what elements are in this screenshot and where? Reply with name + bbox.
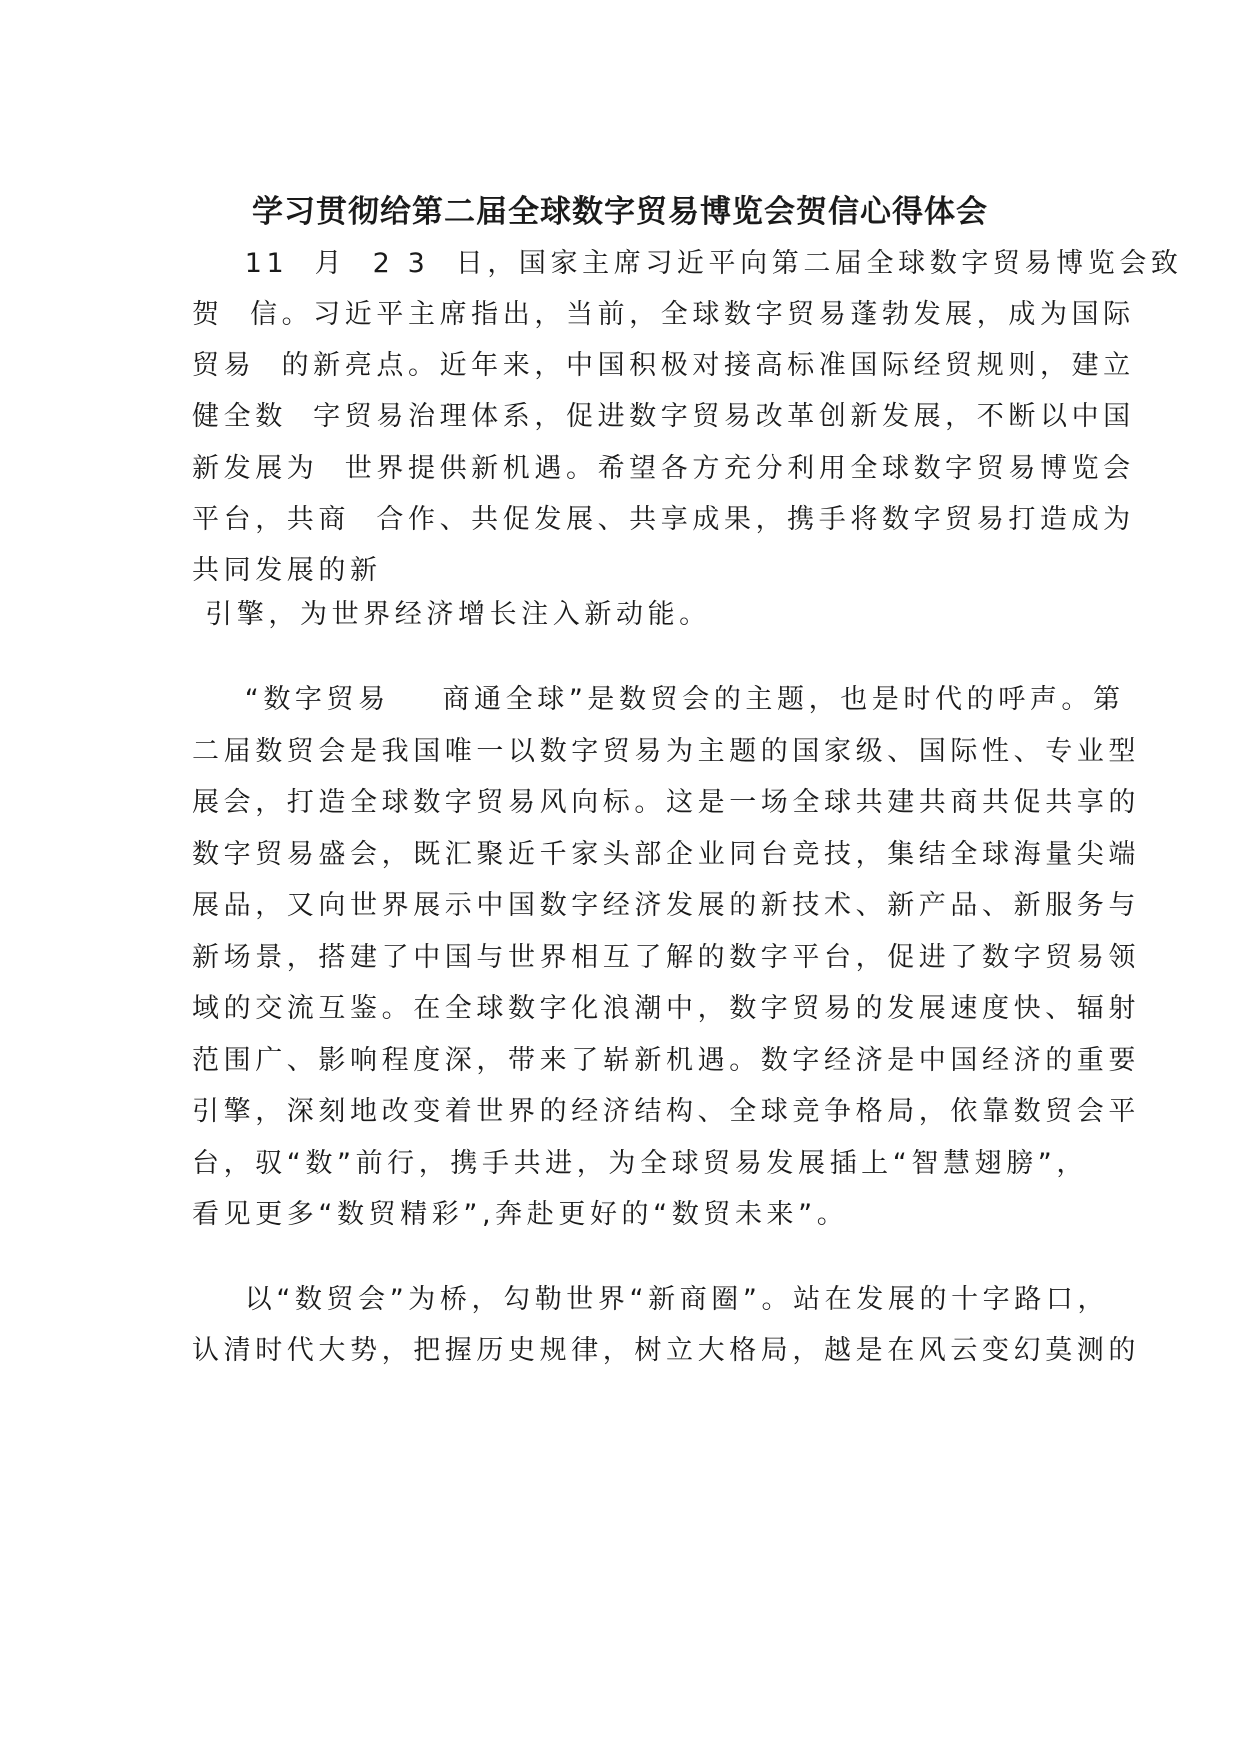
paragraph-line: 平台，共商 合作、共促发展、共享成果，携手将数字贸易打造成为 (192, 504, 1135, 535)
paragraph-line: 数字贸易盛会，既汇聚近千家头部企业同台竞技，集结全球海量尖端 (192, 839, 1140, 870)
paragraph-line: 贸易 的新亮点。近年来，中国积极对接高标准国际经贸规则，建立 (192, 350, 1135, 381)
paragraph-line: 展会，打造全球数字贸易风向标。这是一场全球共建共商共促共享的 (192, 787, 1140, 818)
paragraph-line: 台，驭“数”前行，携手共进，为全球贸易发展插上“智慧翅膀”， (192, 1148, 1088, 1179)
paragraph-line: 引擎，深刻地改变着世界的经济结构、全球竞争格局，依靠数贸会平 (192, 1096, 1140, 1127)
paragraph-line: 共同发展的新 (192, 555, 382, 586)
paragraph-line: 新发展为 世界提供新机遇。希望各方充分利用全球数字贸易博览会 (192, 453, 1135, 484)
document-title: 学习贯彻给第二届全球数字贸易博览会贺信心得体会 (252, 194, 988, 230)
paragraph-line: 引擎，为世界经济增长注入新动能。 (192, 599, 711, 630)
paragraph-line: 展品，又向世界展示中国数字经济发展的新技术、新产品、新服务与 (192, 890, 1140, 921)
paragraph-line: 健全数 字贸易治理体系，促进数字贸易改革创新发展，不断以中国 (192, 401, 1135, 432)
paragraph-line: 域的交流互鉴。在全球数字化浪潮中，数字贸易的发展速度快、辐射 (192, 993, 1140, 1024)
paragraph-line: 认清时代大势，把握历史规律，树立大格局，越是在风云变幻莫测的 (192, 1335, 1140, 1366)
paragraph-line: 11 月 2 3 日，国家主席习近平向第二届全球数字贸易博览会致 (192, 248, 1183, 279)
paragraph-line: 范围广、影响程度深，带来了崭新机遇。数字经济是中国经济的重要 (192, 1045, 1140, 1076)
paragraph-line: “数字贸易 商通全球”是数贸会的主题，也是时代的呼声。第 (192, 684, 1125, 715)
paragraph-line: 贺 信。习近平主席指出，当前，全球数字贸易蓬勃发展，成为国际 (192, 299, 1135, 330)
paragraph-line: 新场景，搭建了中国与世界相互了解的数字平台，促进了数字贸易领 (192, 942, 1140, 973)
paragraph-line: 二届数贸会是我国唯一以数字贸易为主题的国家级、国际性、专业型 (192, 736, 1140, 767)
paragraph-line: 看见更多“数贸精彩”,奔赴更好的“数贸未来”。 (192, 1199, 849, 1230)
paragraph-line: 以“数贸会”为桥，勾勒世界“新商圈”。站在发展的十字路口， (192, 1284, 1110, 1315)
